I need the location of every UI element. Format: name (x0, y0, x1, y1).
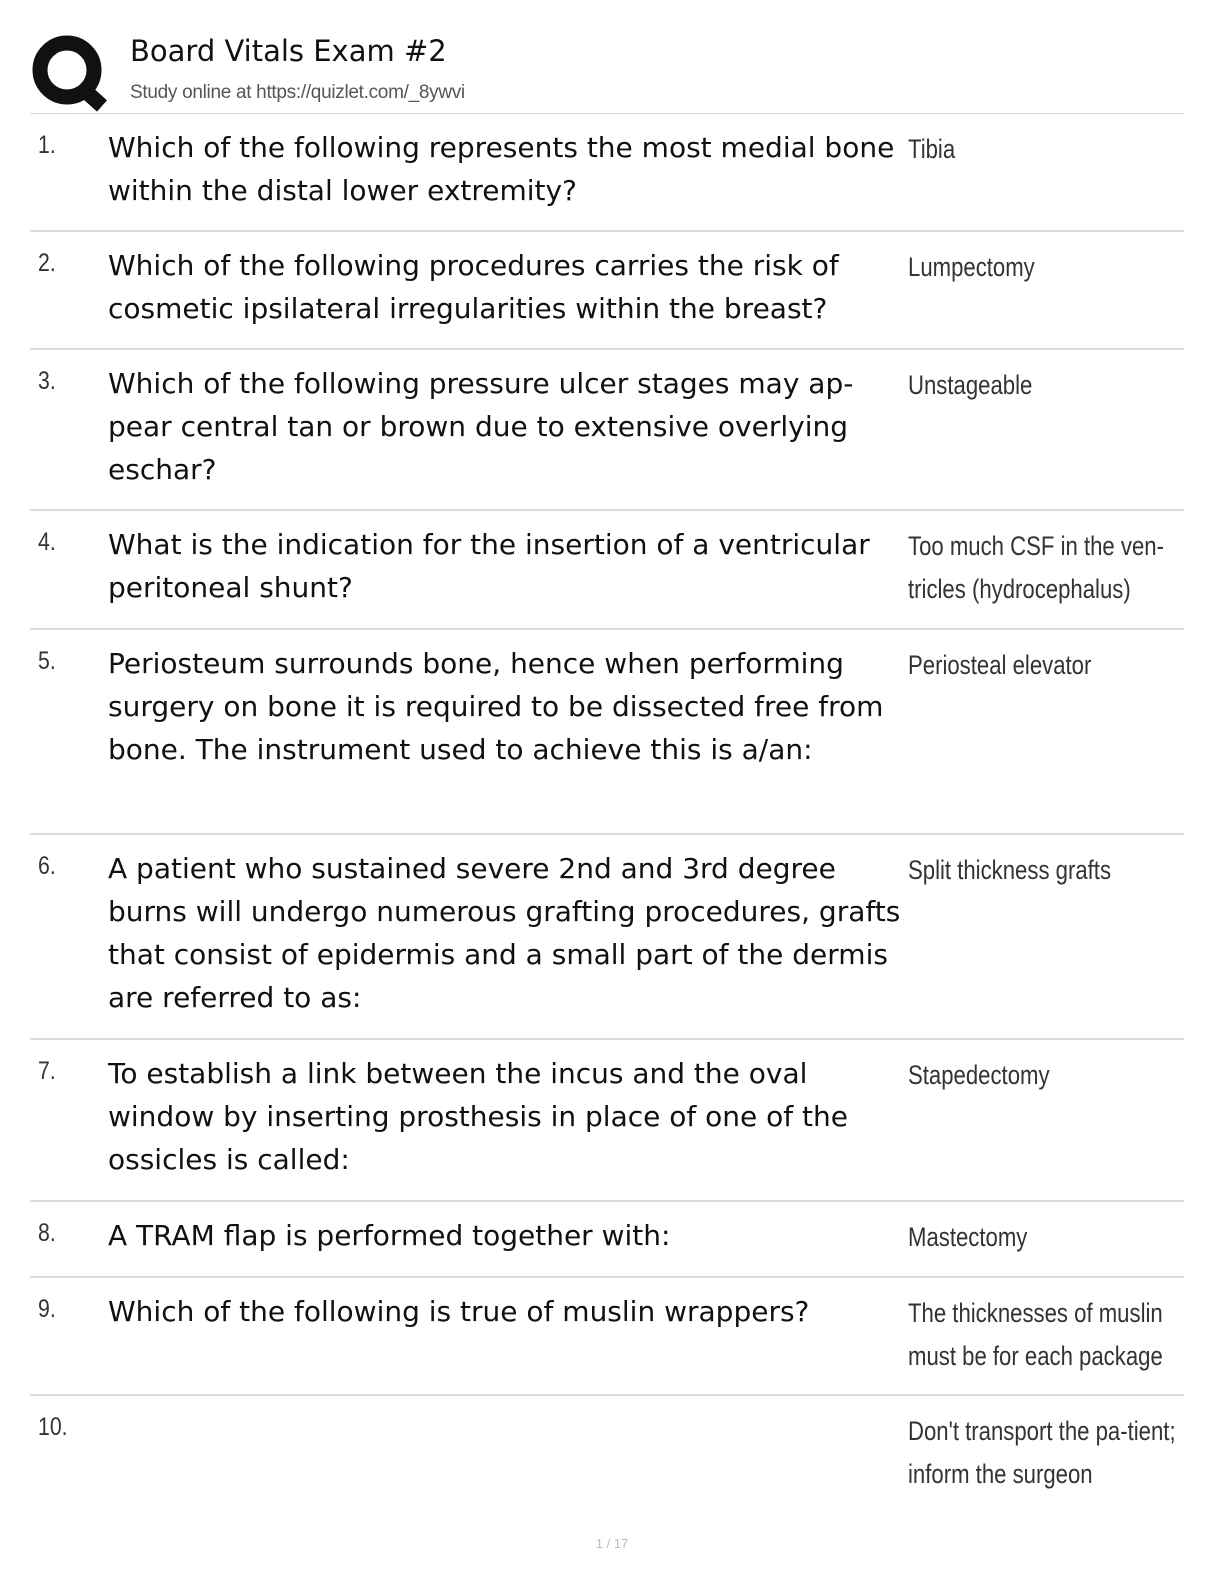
study-online-link-text: Study online at https://quizlet.com/_8ywvi (130, 82, 465, 103)
question-text: Periosteum surrounds bone, hence when performing surgery on bone it is required to be dissected free from bone. The instrument used to achieve this is a/an: (108, 647, 884, 766)
answer-text: Don't transport the pa-tient; inform the surgeon (908, 1416, 1176, 1489)
question-number: 8. (38, 1219, 56, 1247)
question-number: 10. (38, 1413, 68, 1441)
question-number: 2. (38, 249, 56, 277)
answer-text: Periosteal elevator (908, 650, 1092, 680)
question-row (30, 1202, 1184, 1278)
question-text: Which of the following represents the most medial bone within the distal lower extremity? (108, 131, 895, 207)
question-row (30, 511, 1184, 630)
page-header (30, 30, 1184, 114)
question-row (30, 835, 1184, 1040)
question-text: Which of the following procedures carries the risk of cosmetic ipsilateral irregularities within the breast? (108, 249, 839, 325)
question-row (30, 350, 1184, 511)
question-number: 6. (38, 852, 56, 880)
answer-text: Split thickness grafts (908, 855, 1112, 885)
question-row (30, 1040, 1184, 1202)
question-text: A patient who sustained severe 2nd and 3rd degree burns will undergo numerous grafting procedures, grafts that consist of epidermis and a small part of the dermis are referred to as: (108, 852, 901, 1014)
question-number: 5. (38, 647, 56, 675)
question-text: To establish a link between the incus and the oval window by inserting prosthesis in place of one of the ossicles is called: (108, 1057, 848, 1176)
answer-text: Mastectomy (908, 1222, 1028, 1252)
question-number: 7. (38, 1057, 56, 1085)
answer-text: Stapedectomy (908, 1060, 1050, 1090)
question-number: 9. (38, 1295, 56, 1323)
question-row (30, 232, 1184, 350)
question-number: 3. (38, 367, 56, 395)
question-list (30, 114, 1184, 1512)
answer-text: The thicknesses of muslin must be for each package (908, 1298, 1163, 1371)
question-number: 1. (38, 131, 56, 159)
answer-text: Too much CSF in the ven-tricles (hydrocephalus) (908, 531, 1164, 604)
question-text: Which of the following is true of muslin wrappers? (108, 1295, 810, 1328)
answer-text: Lumpectomy (908, 252, 1035, 282)
answer-text: Unstageable (908, 370, 1033, 400)
question-row (30, 114, 1184, 232)
page-number: 1 / 17 (595, 1536, 629, 1551)
question-text: Which of the following pressure ulcer stages may ap-pear central tan or brown due to extensive overlying eschar? (108, 367, 854, 486)
question-row (30, 1278, 1184, 1396)
quizlet-logo-icon (30, 32, 110, 112)
question-text: What is the indication for the insertion of a ventricular peritoneal shunt? (108, 528, 870, 604)
page-title: Board Vitals Exam #2 (130, 34, 447, 68)
question-number: 4. (38, 528, 56, 556)
question-text: A TRAM flap is performed together with: (108, 1219, 671, 1252)
answer-text: Tibia (908, 134, 956, 164)
question-row (30, 630, 1184, 835)
question-row (30, 1396, 1184, 1512)
